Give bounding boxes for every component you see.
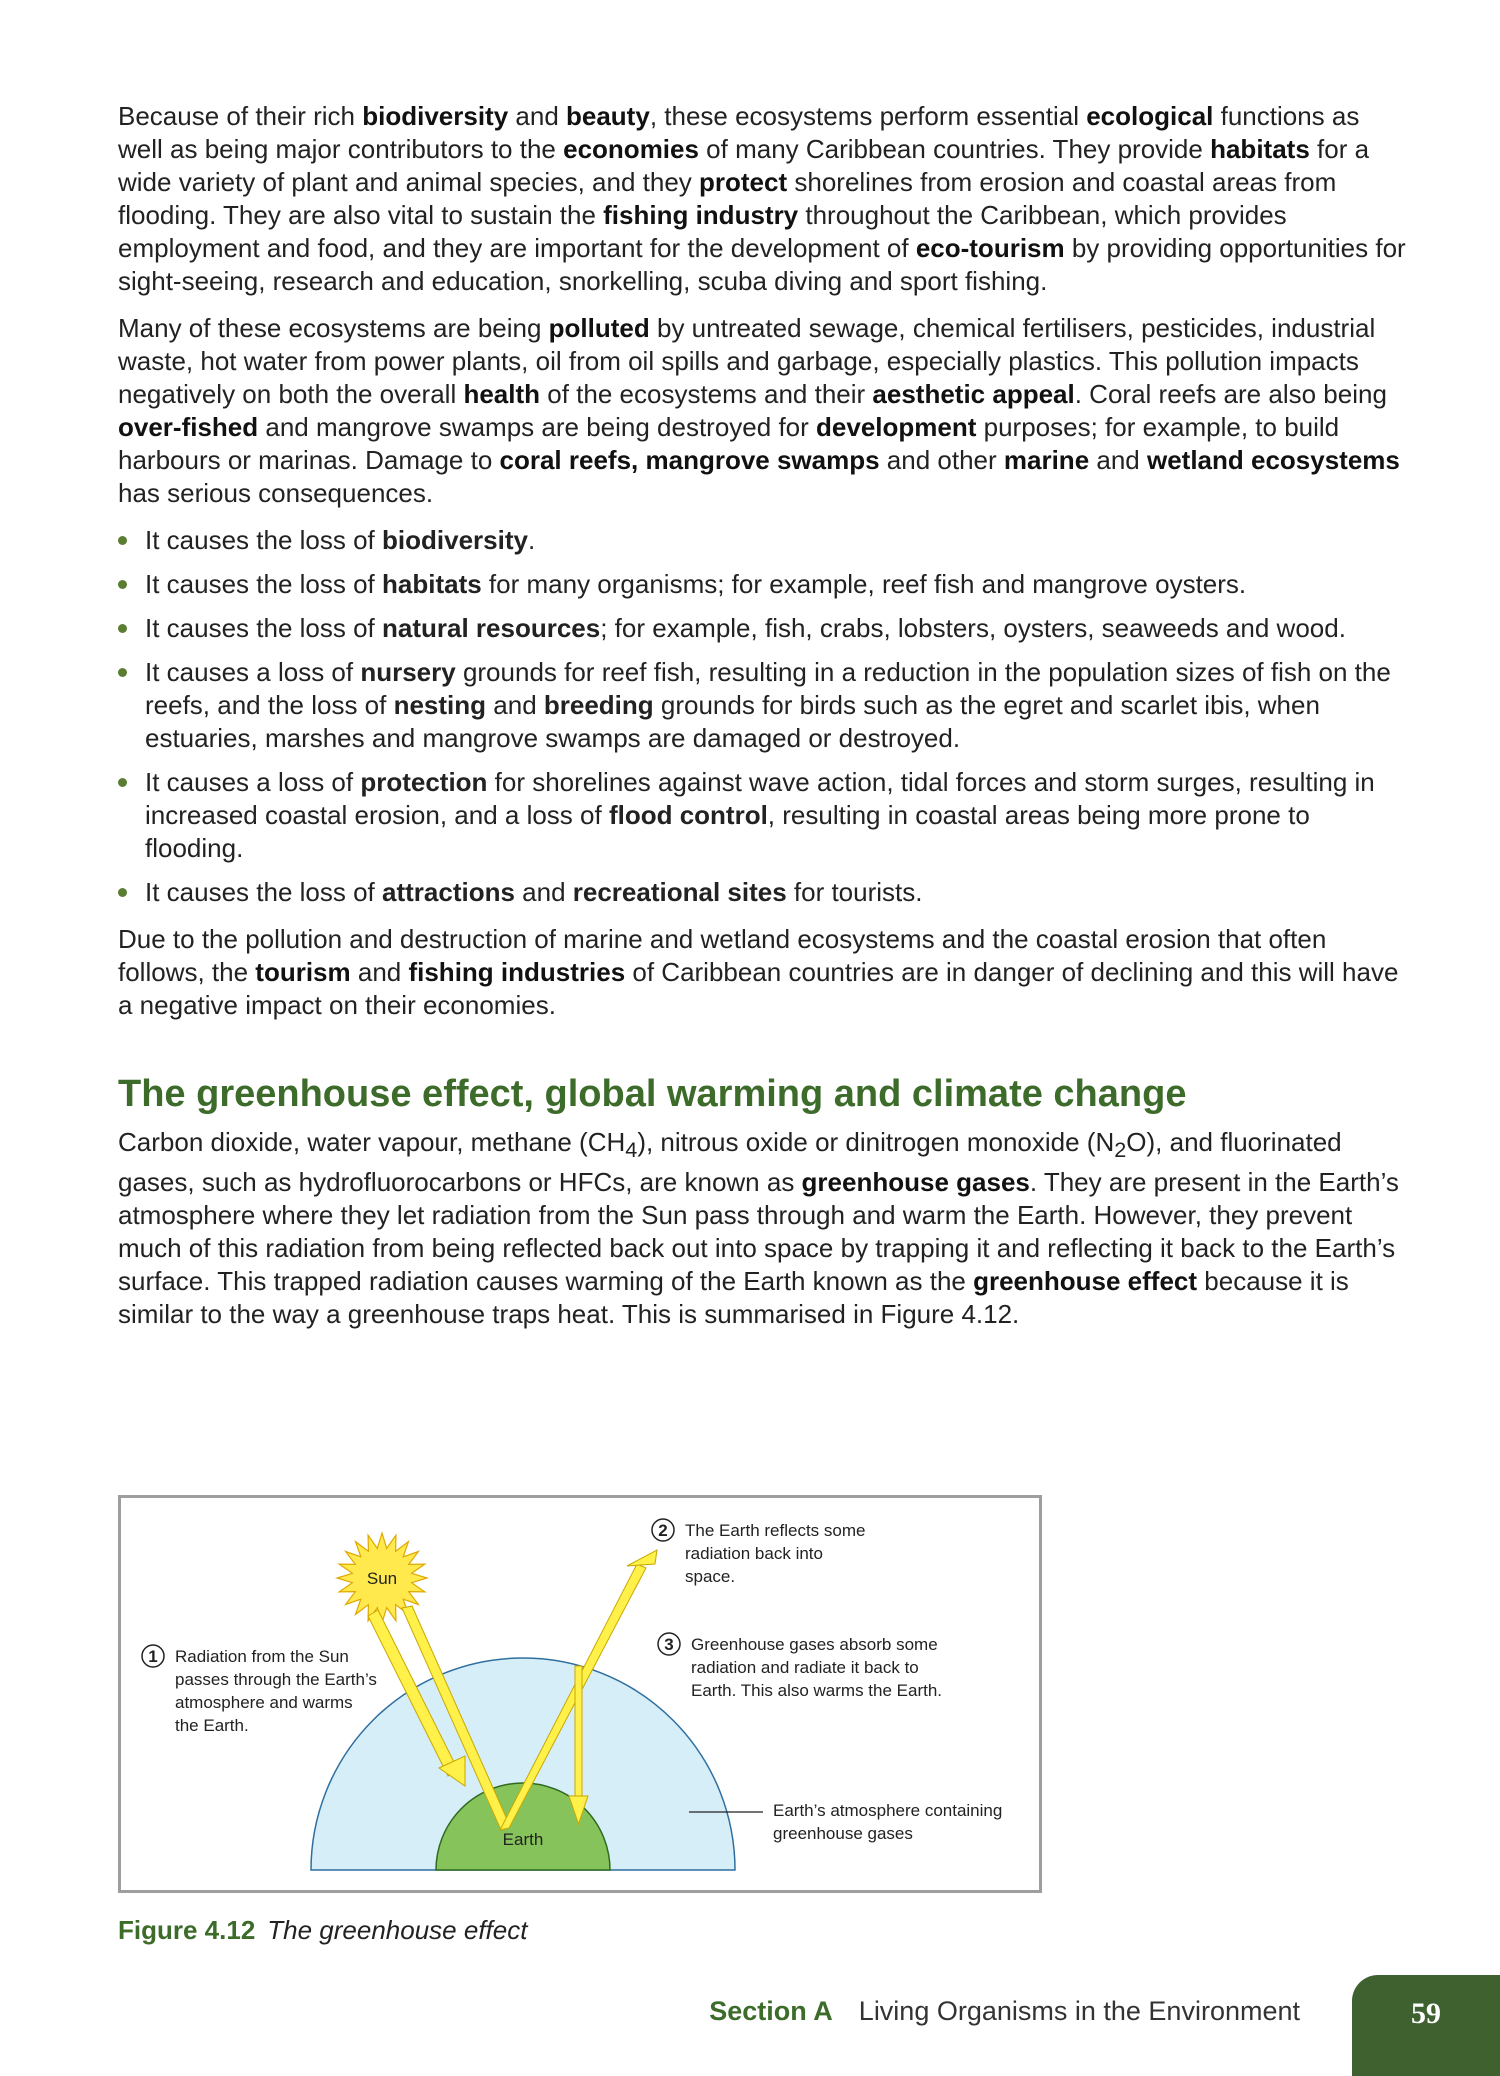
bullet-icon bbox=[118, 778, 127, 787]
figure-number: Figure 4.12 bbox=[118, 1915, 256, 1945]
bullet-icon bbox=[118, 668, 127, 677]
label-absorb-line2: radiation and radiate it back to bbox=[691, 1658, 919, 1677]
section-heading: The greenhouse effect, global warming and climate change bbox=[118, 1073, 1187, 1115]
label-reflect-line2: radiation back into bbox=[685, 1544, 823, 1563]
callout-number-2: 2 bbox=[658, 1521, 668, 1540]
list-item: It causes the loss of habitats for many organisms; for example, reef fish and mangrove oysters. bbox=[118, 568, 1408, 601]
list-item: It causes a loss of nursery grounds for reef fish, resulting in a reduction in the population sizes of fish on the reefs, and the loss of nesting and breeding grounds for birds such as the egret and scarlet ibis, when estuaries, marshes and mangrove swamps are damaged or destroyed. bbox=[118, 656, 1408, 755]
label-radiation-in-line4: the Earth. bbox=[175, 1716, 249, 1735]
paragraph-ecosystem-functions: Because of their rich biodiversity and beauty, these ecosystems perform essential ecological functions as well as being major contributors to the economies of many Caribbean countries. They provide habitats for a wide variety of plant and animal species, and they protect shorelines from erosion and coastal areas from flooding. They are also vital to sustain the fishing industry throughout the Caribbean, which provides employment and food, and they are important for the development of eco-tourism by providing opportunities for sight-seeing, research and education, snorkelling, scuba diving and sport fishing. bbox=[118, 101, 1406, 296]
callout-number-3: 3 bbox=[664, 1635, 674, 1654]
label-absorb-line1: Greenhouse gases absorb some bbox=[691, 1635, 938, 1654]
earth-label: Earth bbox=[502, 1830, 544, 1849]
figure-title: The greenhouse effect bbox=[267, 1915, 528, 1945]
label-radiation-in-line2: passes through the Earth’s bbox=[175, 1670, 377, 1689]
label-radiation-in-line3: atmosphere and warms bbox=[175, 1693, 353, 1712]
list-item: It causes the loss of natural resources; for example, fish, crabs, lobsters, oysters, seaweeds and wood. bbox=[118, 612, 1408, 645]
bullet-icon bbox=[118, 580, 127, 589]
label-absorb-line3: Earth. This also warms the Earth. bbox=[691, 1681, 943, 1700]
label-atmosphere-line2: greenhouse gases bbox=[773, 1824, 913, 1843]
sun-label: Sun bbox=[366, 1569, 398, 1588]
figure-caption bbox=[118, 1915, 527, 1946]
label-reflect-line3: space. bbox=[685, 1567, 736, 1586]
label-radiation-in-line1: Radiation from the Sun bbox=[175, 1647, 349, 1666]
page-number: 59 bbox=[1352, 1975, 1500, 2076]
label-atmosphere-line1: Earth’s atmosphere containing bbox=[773, 1801, 1003, 1820]
paragraph-pollution: Many of these ecosystems are being polluted by untreated sewage, chemical fertilisers, pesticides, industrial waste, hot water from power plants, oil from oil spills and garbage, especially plastics. This pollution impacts negatively on both the overall health of the ecosystems and their aesthetic appeal. Coral reefs are also being over-fished and mangrove swamps are being destroyed for development purposes; for example, to build harbours or marinas. Damage to coral reefs, mangrove swamps and other marine and wetland ecosystems has serious consequences. bbox=[118, 313, 1400, 508]
greenhouse-diagram bbox=[121, 1498, 1039, 1890]
list-item: It causes the loss of attractions and recreational sites for tourists. bbox=[118, 876, 1408, 909]
list-item: It causes the loss of biodiversity. bbox=[118, 524, 1408, 557]
bullet-icon bbox=[118, 536, 127, 545]
page-content bbox=[118, 100, 1408, 1345]
list-item: It causes a loss of protection for shorelines against wave action, tidal forces and storm surges, resulting in increased coastal erosion, and a loss of flood control, resulting in coastal areas being more prone to flooding. bbox=[118, 766, 1408, 865]
bullet-icon bbox=[118, 624, 127, 633]
callout-number-1: 1 bbox=[148, 1647, 158, 1666]
footer-title: Living Organisms in the Environment bbox=[858, 1996, 1300, 2026]
footer-section: Section A bbox=[709, 1996, 833, 2026]
bullet-icon bbox=[118, 888, 127, 897]
label-reflect-line1: The Earth reflects some bbox=[685, 1521, 866, 1540]
greenhouse-figure bbox=[118, 1495, 1042, 1893]
page-footer bbox=[709, 1996, 1300, 2027]
paragraph-economic-impact: Due to the pollution and destruction of marine and wetland ecosystems and the coastal erosion that often follows, the tourism and fishing industries of Caribbean countries are in danger of declining and this will have a negative impact on their economies. bbox=[118, 924, 1399, 1020]
paragraph-greenhouse: Carbon dioxide, water vapour, methane $(CH_4)$, nitrous oxide or dinitrogen monoxide $(N_2O)$, and fluorinated gases, such as hydrofluorocarbons or HFCs, are known as greenhouse gases. They are present in the Earth’s atmosphere where they let radiation from the Sun pass through and warm the Earth. However, they prevent much of this radiation from being reflected back out into space by trapping it and reflecting it back to the Earth’s surface. This trapped radiation causes warming of the Earth known as the greenhouse effect because it is similar to the way a greenhouse traps heat. This is summarised in Figure 4.12. bbox=[118, 1127, 1399, 1330]
consequences-list bbox=[118, 524, 1408, 909]
